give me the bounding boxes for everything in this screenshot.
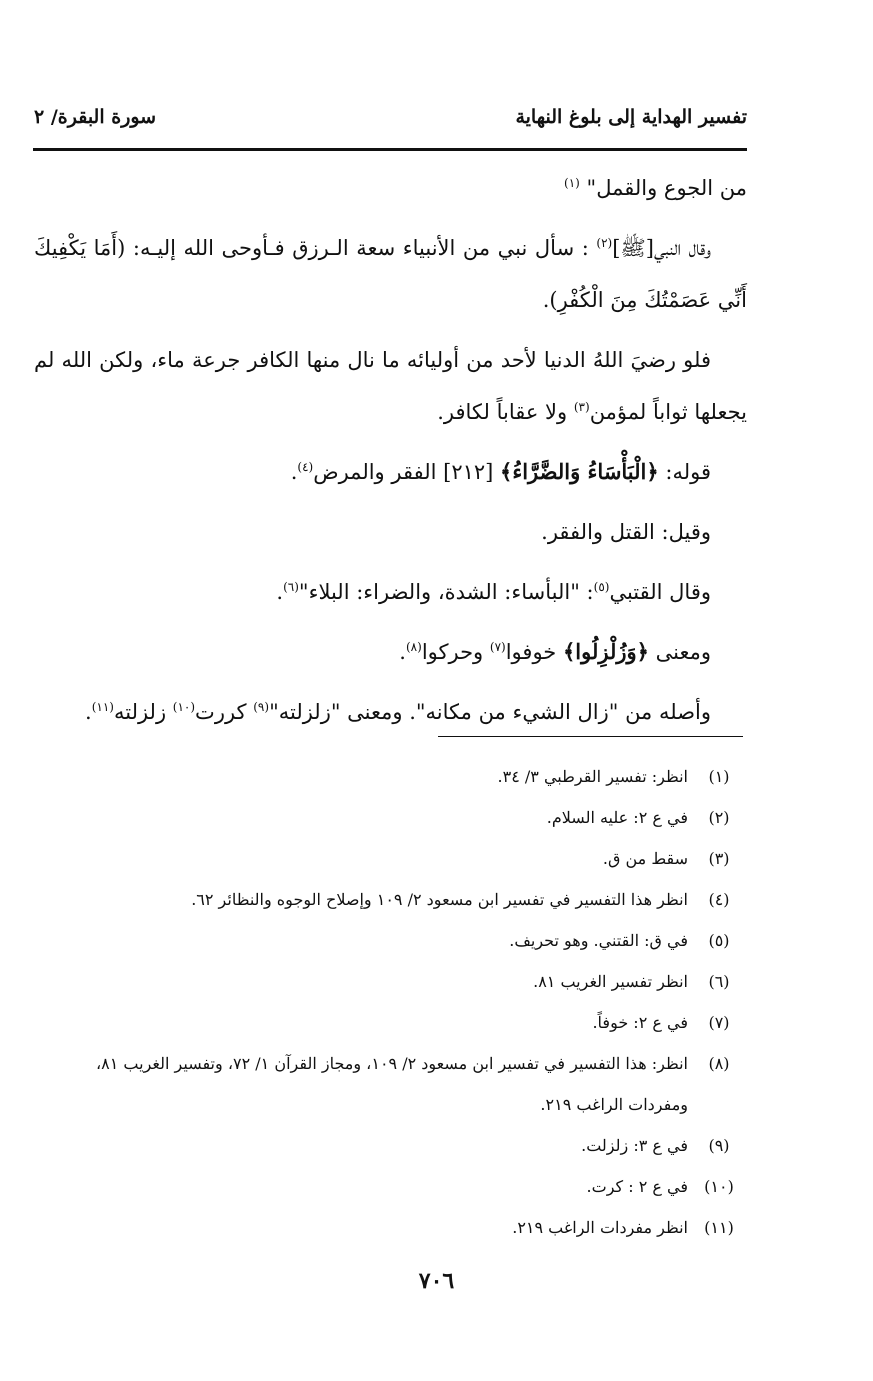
footnote-number: (٦)	[708, 972, 730, 991]
paragraph-8: وأصله من "زال الشيء من مكانه". ومعنى "زلزلته"$^{(٩)}$ كررت$^{(١٠)}$ زلزلته$^{(١١)}$.	[85, 700, 711, 724]
paragraph-4: قوله: ﴿الْبَأْسَاءُ وَالضَّرَّاءُ﴾ [٢١٢] الفقر والمرض$^{(٤)}$.	[290, 459, 711, 484]
footnote-item	[34, 838, 743, 879]
footnote-item	[34, 879, 743, 920]
footnote-text: في ع ٣: زلزلت.	[581, 1136, 688, 1155]
footnote-number: (٥)	[708, 931, 730, 950]
paragraph-1: من الجوع والقمل" $^{(١)}$	[564, 176, 747, 200]
footnote-number: (١)	[708, 767, 730, 786]
footnote-number: (٨)	[708, 1054, 730, 1073]
paragraph-7: ومعنى ﴿وَزُلْزِلُوا﴾ خوفوا$^{(٧)}$ وحركوا$^{(٨)}$.	[399, 639, 711, 664]
footnote-ref: (١٠)	[172, 700, 196, 714]
header-rule	[33, 148, 747, 151]
footnote-item	[34, 1166, 743, 1207]
page-number: ٧٠٦	[418, 1268, 455, 1294]
footnote-ref: (٥)	[593, 580, 610, 594]
footnote-item	[34, 1002, 743, 1043]
footnote-ref: (٢)	[596, 236, 613, 250]
surah-name: سورة البقرة/ ٢	[34, 106, 157, 128]
footnote-number: (١٠)	[704, 1177, 734, 1196]
footnote-text: انظر: تفسير القرطبي ٣/ ٣٤.	[497, 767, 688, 786]
footnote-ref: (١١)	[91, 700, 114, 714]
footnote-item	[34, 797, 743, 838]
footnote-item	[34, 961, 743, 1002]
footnote-separator	[438, 736, 743, 737]
footnote-ref: (٧)	[489, 640, 506, 654]
footnote-ref: (٨)	[405, 640, 422, 654]
footnote-item	[34, 756, 743, 797]
footnote-number: (٣)	[708, 849, 730, 868]
footnote-number: (١١)	[704, 1218, 734, 1237]
footnote-number: (٧)	[708, 1013, 730, 1032]
footnote-text: في ع ٢: عليه السلام.	[546, 808, 688, 827]
footnote-item	[34, 1043, 743, 1125]
footnotes	[34, 756, 743, 1248]
footnote-text: في ع ٢: خوفاً.	[592, 1013, 688, 1032]
footnote-ref: (٦)	[283, 580, 299, 594]
footnote-item	[34, 1207, 743, 1248]
footnote-number: (٩)	[708, 1136, 730, 1155]
footnote-text: في ع ٢ : كرت.	[586, 1177, 688, 1196]
footnote-item	[34, 1125, 743, 1166]
quran-verse: ﴿الْبَأْسَاءُ وَالضَّرَّاءُ﴾	[500, 459, 659, 484]
paragraph-6: وقال القتبي$^{(٥)}$: "البأساء: الشدة، والضراء: البلاء"$^{(٦)}$.	[276, 580, 711, 604]
running-head	[34, 106, 747, 142]
book-title: تفسير الهداية إلى بلوغ النهاية	[515, 106, 747, 128]
footnote-text: انظر هذا التفسير في تفسير ابن مسعود ٢/ ١٠٩ وإصلاح الوجوه والنظائر ٦٢.	[191, 890, 688, 909]
footnote-text: انظر تفسير الغريب ٨١.	[533, 972, 688, 991]
footnote-number: (٤)	[708, 890, 730, 909]
footnote-item	[34, 920, 743, 961]
footnote-ref: (٤)	[297, 460, 314, 474]
footnote-ref: (١)	[564, 176, 580, 190]
footnote-text: انظر مفردات الراغب ٢١٩.	[512, 1218, 688, 1237]
main-text	[34, 162, 747, 746]
paragraph-5: وقيل: القتل والفقر.	[541, 520, 711, 544]
quran-verse: ﴿وَزُلْزِلُوا﴾	[562, 639, 649, 664]
footnote-text: انظر: هذا التفسير في تفسير ابن مسعود ٢/ ١٠٩، ومجاز القرآن ١/ ٧٢، وتفسير الغريب ٨١، ومفردات الراغب ٢١٩.	[95, 1054, 688, 1114]
footnote-ref: (٣)	[573, 400, 590, 414]
footnote-ref: (٩)	[253, 700, 270, 714]
footnote-text: في ق: القتني. وهو تحريف.	[509, 931, 688, 950]
footnote-text: سقط من ق.	[602, 849, 688, 868]
footnote-number: (٢)	[708, 808, 730, 827]
paragraph-3: فلو رضيَ اللهُ الدنيا لأحد من أوليائه ما نال منها الكافر جرعة ماء، ولكن الله لم يجعلها ثواباً لمؤمن$^{(٣)}$ ولا عقاباً لكافر.	[34, 348, 747, 424]
paragraph-2: وقال النبي[ﷺ]$^{(٢)}$ : سأل نبي من الأنبياء سعة الـرزق فـأوحى الله إليـه: (أَمَا يَكْفِيكَ أَنِّي عَصَمْتُكَ مِنَ الْكُفْرِ).	[34, 236, 747, 312]
